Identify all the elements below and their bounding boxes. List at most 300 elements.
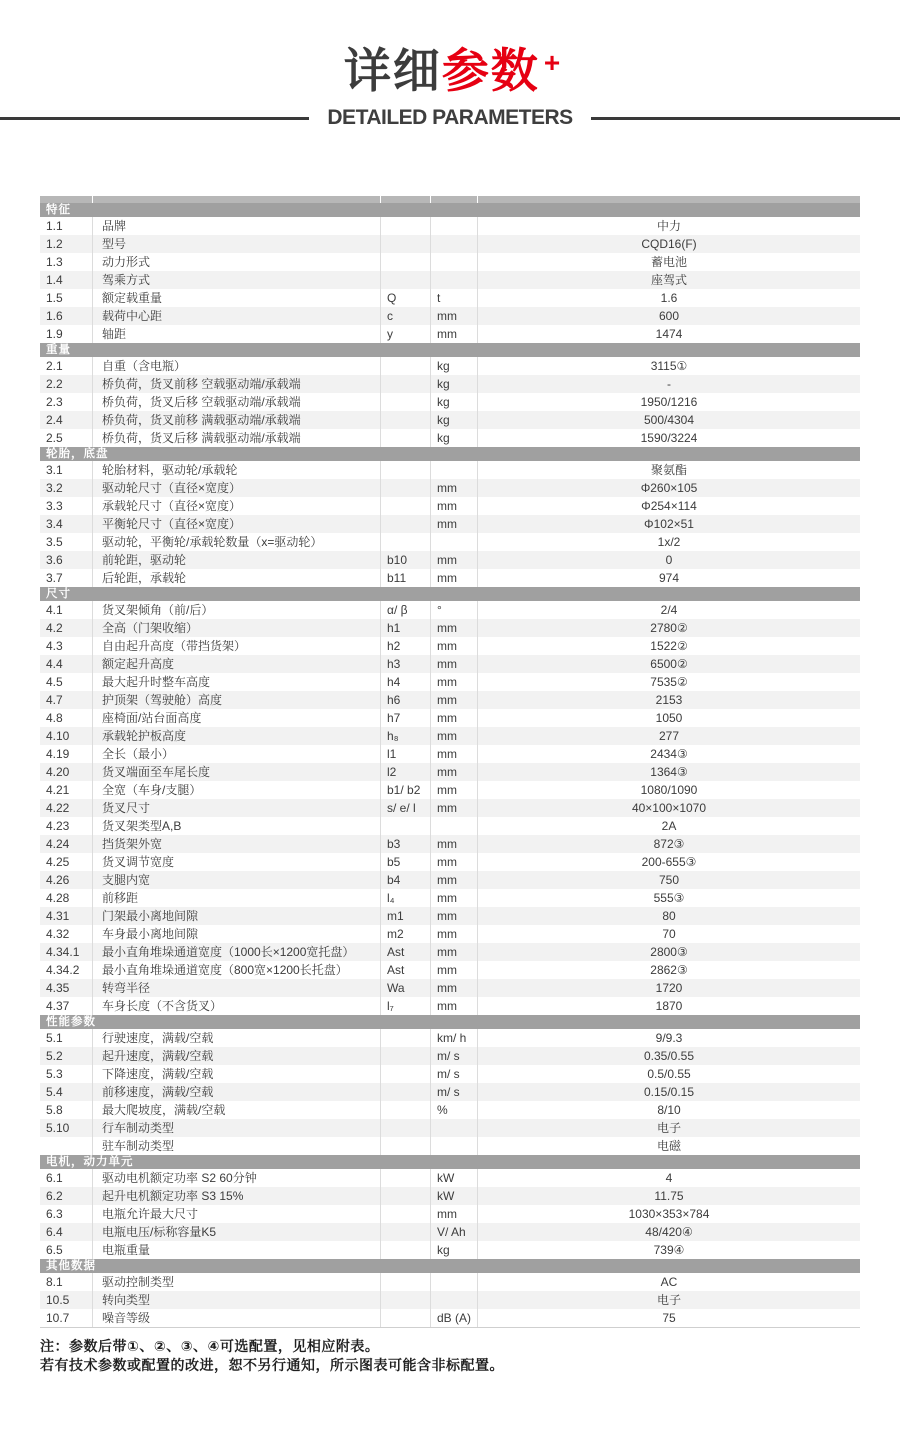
cell-value: 1050 [477,709,860,727]
table-row [40,709,860,727]
cell-index: 4.23 [46,819,70,833]
cell-symbol: l1 [380,745,430,763]
cell-unit: mm [430,871,477,889]
cell-name: 轴距 [92,325,380,343]
table-row [40,1273,860,1291]
cell-value: 3115① [477,357,860,375]
cell-name: 桥负荷，货叉前移 空载驱动端/承载端 [92,375,380,393]
cell-unit: mm [430,479,477,497]
footnote-disclaimer: 若有技术参数或配置的改进，恕不另行通知，所示图表可能含非标配置。 [40,1357,504,1373]
cell-symbol: b3 [380,835,430,853]
cell-symbol: h2 [380,637,430,655]
cell-index: 2.1 [46,359,63,373]
cell-unit: mm [430,781,477,799]
subtitle-english: DETAILED PARAMETERS [327,106,573,129]
cell-unit: mm [430,569,477,587]
cell-value: 1.6 [477,289,860,307]
cell-index: 5.1 [46,1031,63,1045]
page-title [0,42,900,100]
table-row [40,1223,860,1241]
table-row [40,619,860,637]
cell-index: 4.7 [46,693,63,707]
cell-name: 前移速度，满载/空载 [92,1083,380,1101]
cell-unit: mm [430,925,477,943]
table-row [40,1205,860,1223]
cell-index: 10.5 [46,1293,70,1307]
cell-symbol [380,497,430,515]
cell-name: 最大爬坡度，满载/空载 [92,1101,380,1119]
cell-name: 货叉端面至车尾长度 [92,763,380,781]
cell-unit: m/ s [430,1047,477,1065]
cell-symbol [380,1101,430,1119]
cell-name: 电瓶允许最大尺寸 [92,1205,380,1223]
cell-value: 1720 [477,979,860,997]
footnotes [40,1337,860,1375]
cell-symbol [380,1047,430,1065]
cell-index: 2.3 [46,395,63,409]
cell-symbol [380,461,430,479]
cell-name: 承载轮护板高度 [92,727,380,745]
cell-unit: mm [430,691,477,709]
cell-value: 0.35/0.55 [477,1047,860,1065]
table-row [40,943,860,961]
cell-name: 驱动轮，平衡轮/承载轮数量（x=驱动轮） [92,533,380,551]
section-header: 重量 [40,343,860,357]
cell-index: 3.1 [46,463,63,477]
cell-value: 70 [477,925,860,943]
table-top-strip [40,196,860,203]
cell-name: 承载轮尺寸（直径×宽度） [92,497,380,515]
cell-index: 4.19 [46,747,70,761]
cell-index: 4.21 [46,783,70,797]
cell-name: 最小直角堆垛通道宽度（1000长×1200宽托盘） [92,943,380,961]
table-row [40,271,860,289]
cell-name: 轮胎材料，驱动轮/承载轮 [92,461,380,479]
table-row [40,673,860,691]
table-row [40,835,860,853]
cell-symbol: b4 [380,871,430,889]
cell-name: 起升速度，满载/空载 [92,1047,380,1065]
cell-symbol: c [380,307,430,325]
cell-index: 2.5 [46,431,63,445]
cell-unit: km/ h [430,1029,477,1047]
cell-value: 277 [477,727,860,745]
cell-unit: mm [430,763,477,781]
cell-name: 支腿内宽 [92,871,380,889]
right-divider-line [591,117,900,120]
cell-value: 6500② [477,655,860,673]
cell-unit: mm [430,835,477,853]
cell-symbol [380,533,430,551]
cell-index: 1.6 [46,309,63,323]
cell-index: 5.8 [46,1103,63,1117]
cell-unit [430,1119,477,1137]
table-row [40,961,860,979]
cell-value: 600 [477,307,860,325]
cell-symbol: b10 [380,551,430,569]
cell-value: 7535② [477,673,860,691]
cell-index: 3.3 [46,499,63,513]
cell-name: 护顶架（驾驶舱）高度 [92,691,380,709]
cell-name: 货叉尺寸 [92,799,380,817]
cell-value: 1364③ [477,763,860,781]
cell-symbol [380,253,430,271]
cell-value: 聚氨酯 [477,461,860,479]
cell-name: 转弯半径 [92,979,380,997]
table-row [40,997,860,1015]
cell-symbol [380,1119,430,1137]
cell-index: 2.2 [46,377,63,391]
cell-name: 平衡轮尺寸（直径×宽度） [92,515,380,533]
cell-symbol: s/ e/ l [380,799,430,817]
table-row [40,655,860,673]
cell-value: 500/4304 [477,411,860,429]
cell-symbol: m2 [380,925,430,943]
plus-mark: + [543,47,561,78]
cell-index: 4.25 [46,855,70,869]
table-row [40,461,860,479]
cell-symbol [380,1241,430,1259]
cell-index [40,1137,92,1155]
cell-index: 4.24 [46,837,70,851]
cell-unit: mm [430,799,477,817]
table-row [40,479,860,497]
table-row [40,925,860,943]
table-row [40,325,860,343]
cell-symbol: l2 [380,763,430,781]
cell-value: 0 [477,551,860,569]
cell-unit: mm [430,745,477,763]
cell-unit: mm [430,979,477,997]
cell-unit [430,817,477,835]
cell-index: 4.37 [46,999,70,1013]
cell-symbol: y [380,325,430,343]
cell-name: 驾乘方式 [92,271,380,289]
cell-unit [430,1291,477,1309]
cell-value: Φ254×114 [477,497,860,515]
cell-index: 4.1 [46,603,63,617]
cell-unit: kg [430,1241,477,1259]
table-row [40,429,860,447]
cell-index: 4.8 [46,711,63,725]
table-row [40,1029,860,1047]
cell-symbol: h3 [380,655,430,673]
cell-symbol [380,235,430,253]
cell-value: 电子 [477,1119,860,1137]
cell-value: 座驾式 [477,271,860,289]
cell-name: 全宽（车身/支腿） [92,781,380,799]
cell-unit: kg [430,375,477,393]
cell-symbol: l₇ [380,997,430,1015]
table-row [40,691,860,709]
cell-index: 4.32 [46,927,70,941]
cell-index: 4.26 [46,873,70,887]
cell-index: 4.34.1 [46,945,80,959]
table-row [40,1137,860,1155]
table-row [40,1119,860,1137]
cell-unit: mm [430,709,477,727]
cell-value: 2A [477,817,860,835]
cell-value: 8/10 [477,1101,860,1119]
table-row [40,1047,860,1065]
cell-value: 2800③ [477,943,860,961]
cell-value: 872③ [477,835,860,853]
cell-name: 型号 [92,235,380,253]
cell-symbol [380,1273,430,1291]
cell-unit: mm [430,307,477,325]
table-row [40,745,860,763]
cell-symbol [380,1291,430,1309]
table-row [40,853,860,871]
cell-value: 11.75 [477,1187,860,1205]
table-row [40,289,860,307]
cell-value: 9/9.3 [477,1029,860,1047]
cell-name: 行驶速度，满载/空载 [92,1029,380,1047]
cell-unit: mm [430,551,477,569]
cell-symbol: Q [380,289,430,307]
cell-name: 驱动轮尺寸（直径×宽度） [92,479,380,497]
cell-symbol: Wa [380,979,430,997]
cell-name: 后轮距，承载轮 [92,569,380,587]
cell-symbol [380,411,430,429]
cell-unit: mm [430,943,477,961]
cell-symbol [380,429,430,447]
cell-unit: mm [430,889,477,907]
cell-index: 3.4 [46,517,63,531]
cell-unit: mm [430,325,477,343]
table-row [40,799,860,817]
cell-symbol [380,1223,430,1241]
page-title-zh-dark: 详细 [343,44,442,97]
cell-index: 4.28 [46,891,70,905]
cell-index: 2.4 [46,413,63,427]
cell-name: 桥负荷，货叉后移 空载驱动端/承载端 [92,393,380,411]
cell-value: 2862③ [477,961,860,979]
strip-cell [430,196,477,203]
cell-value: 1870 [477,997,860,1015]
table-row [40,375,860,393]
cell-index: 1.2 [46,237,63,251]
cell-symbol: h7 [380,709,430,727]
table-row [40,1065,860,1083]
table-row [40,1291,860,1309]
cell-name: 全高（门架收缩） [92,619,380,637]
table-row [40,1101,860,1119]
cell-value: 40×100×1070 [477,799,860,817]
cell-symbol [380,1029,430,1047]
table-row [40,411,860,429]
cell-value: 电子 [477,1291,860,1309]
cell-name: 货叉架类型A,B [92,817,380,835]
cell-value: 0.15/0.15 [477,1083,860,1101]
cell-index: 4.3 [46,639,63,653]
table-row [40,637,860,655]
cell-value: CQD16(F) [477,235,860,253]
cell-unit: mm [430,655,477,673]
strip-cell [40,196,92,203]
cell-unit [430,253,477,271]
cell-value: - [477,375,860,393]
cell-index: 4.20 [46,765,70,779]
cell-symbol: h₈ [380,727,430,745]
cell-value: 1522② [477,637,860,655]
strip-cell [380,196,430,203]
cell-symbol: h1 [380,619,430,637]
cell-symbol: Ast [380,943,430,961]
table-row [40,533,860,551]
cell-symbol: h6 [380,691,430,709]
cell-unit [430,1137,477,1155]
cell-unit: mm [430,853,477,871]
cell-name: 下降速度，满载/空载 [92,1065,380,1083]
cell-value: 4 [477,1169,860,1187]
cell-index: 1.1 [46,219,63,233]
cell-name: 转向类型 [92,1291,380,1309]
cell-index: 5.2 [46,1049,63,1063]
cell-value: 739④ [477,1241,860,1259]
cell-unit [430,461,477,479]
cell-index: 4.31 [46,909,70,923]
cell-name: 座椅面/站台面高度 [92,709,380,727]
cell-unit: mm [430,515,477,533]
cell-index: 4.2 [46,621,63,635]
cell-value: 1950/1216 [477,393,860,411]
cell-unit: mm [430,673,477,691]
cell-symbol [380,1169,430,1187]
table-row [40,217,860,235]
cell-name: 噪音等级 [92,1309,380,1327]
cell-symbol [380,393,430,411]
cell-value: Φ102×51 [477,515,860,533]
cell-symbol: Ast [380,961,430,979]
cell-name: 前轮距，驱动轮 [92,551,380,569]
cell-index: 3.7 [46,571,63,585]
cell-value: 750 [477,871,860,889]
cell-unit [430,533,477,551]
page-title-zh-red: 参数 [441,44,540,97]
cell-unit: V/ Ah [430,1223,477,1241]
cell-index: 1.3 [46,255,63,269]
cell-symbol [380,375,430,393]
cell-unit: mm [430,637,477,655]
cell-name: 门架最小离地间隙 [92,907,380,925]
table-row [40,889,860,907]
cell-index: 4.5 [46,675,63,689]
cell-index: 3.6 [46,553,63,567]
cell-value: 2153 [477,691,860,709]
cell-unit: % [430,1101,477,1119]
cell-index: 3.5 [46,535,63,549]
table-row [40,1309,860,1327]
table-row [40,979,860,997]
cell-unit: kg [430,393,477,411]
cell-unit: dB (A) [430,1309,477,1327]
cell-index: 5.3 [46,1067,63,1081]
cell-symbol [380,271,430,289]
cell-symbol [380,1083,430,1101]
cell-name: 自重（含电瓶） [92,357,380,375]
cell-name: 车身长度（不含货叉） [92,997,380,1015]
table-row [40,357,860,375]
table-row [40,871,860,889]
strip-cell [92,196,380,203]
table-row [40,1241,860,1259]
cell-value: 75 [477,1309,860,1327]
left-divider-line [0,117,309,120]
cell-name: 前移距 [92,889,380,907]
section-header: 轮胎，底盘 [40,447,860,461]
cell-value: 1030×353×784 [477,1205,860,1223]
cell-name: 挡货架外宽 [92,835,380,853]
cell-unit [430,1273,477,1291]
cell-symbol: b5 [380,853,430,871]
cell-value: 中力 [477,217,860,235]
cell-symbol [380,817,430,835]
section-header: 电机，动力单元 [40,1155,860,1169]
cell-symbol [380,217,430,235]
cell-symbol [380,1205,430,1223]
section-header: 性能参数 [40,1015,860,1029]
cell-symbol: l₄ [380,889,430,907]
cell-index: 5.4 [46,1085,63,1099]
cell-index: 3.2 [46,481,63,495]
cell-unit: mm [430,619,477,637]
cell-unit: m/ s [430,1083,477,1101]
table-row [40,515,860,533]
cell-index: 6.2 [46,1189,63,1203]
cell-symbol [380,357,430,375]
cell-value: 电磁 [477,1137,860,1155]
cell-unit [430,271,477,289]
cell-index: 8.1 [46,1275,63,1289]
cell-symbol [380,1065,430,1083]
section-header: 尺寸 [40,587,860,601]
cell-value: 1080/1090 [477,781,860,799]
cell-value: 200-655③ [477,853,860,871]
table-row [40,497,860,515]
cell-unit: t [430,289,477,307]
cell-value: AC [477,1273,860,1291]
cell-symbol [380,1137,430,1155]
cell-unit: mm [430,1205,477,1223]
cell-index: 6.5 [46,1243,63,1257]
table-row [40,551,860,569]
cell-symbol [380,479,430,497]
cell-name: 货叉架倾角（前/后） [92,601,380,619]
cell-symbol: b1/ b2 [380,781,430,799]
cell-value: 0.5/0.55 [477,1065,860,1083]
page-header [0,0,900,130]
cell-index: 6.4 [46,1225,63,1239]
cell-unit: mm [430,907,477,925]
cell-unit: mm [430,997,477,1015]
strip-cell [477,196,860,203]
table-row [40,907,860,925]
cell-name: 驱动控制类型 [92,1273,380,1291]
cell-unit: kg [430,357,477,375]
cell-name: 电瓶电压/标称容量K5 [92,1223,380,1241]
table-row [40,727,860,745]
cell-symbol [380,1187,430,1205]
table-row [40,1187,860,1205]
cell-name: 桥负荷，货叉后移 满载驱动端/承载端 [92,429,380,447]
cell-value: 2/4 [477,601,860,619]
cell-unit: mm [430,727,477,745]
cell-value: Φ260×105 [477,479,860,497]
cell-unit: mm [430,961,477,979]
table-row [40,763,860,781]
cell-name: 动力形式 [92,253,380,271]
